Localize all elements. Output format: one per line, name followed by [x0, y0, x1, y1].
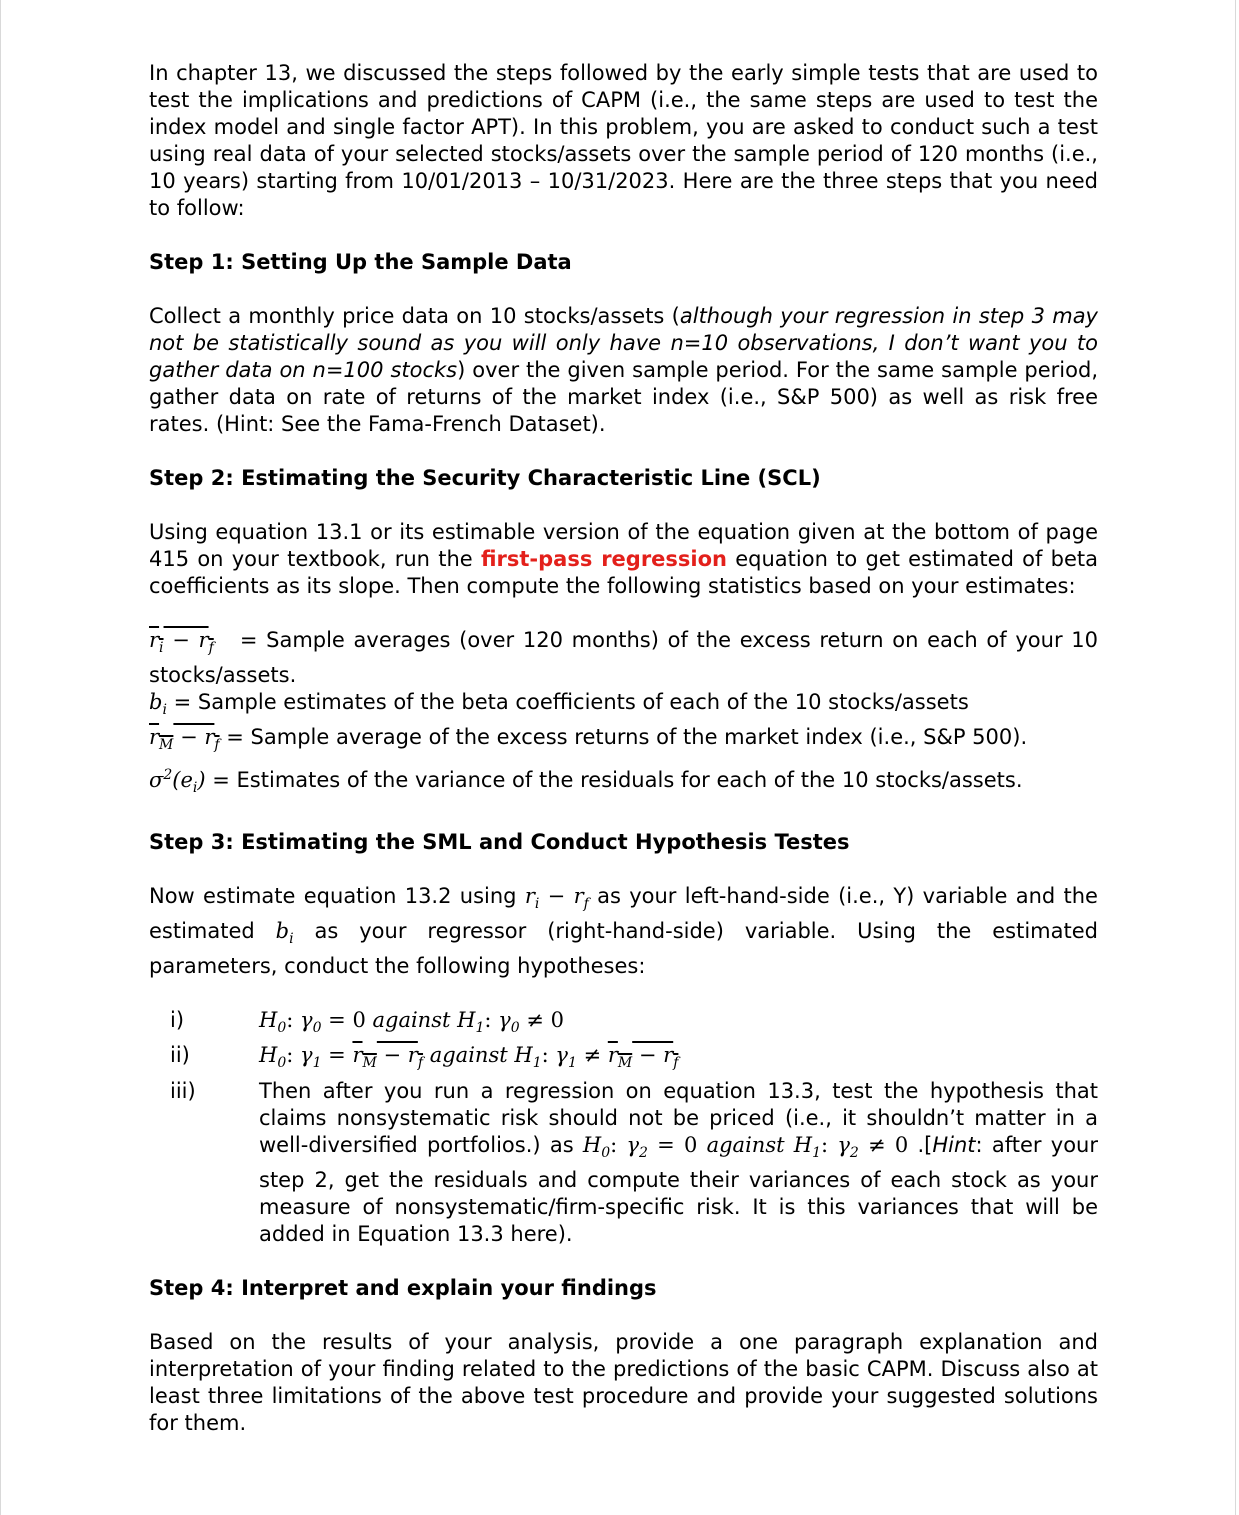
formula-sigma-squared-ei: $\sigma^2(e_i)$ — [149, 766, 206, 796]
intro-paragraph: In chapter 13, we discussed the steps followed by the early simple tests that are used to test the implications and predictions of CAPM (i.e., the same steps are used to test the index model and single factor APT). In this problem, you are asked to conduct such a test using real data of your selected stocks/assets over the sample period of 120 months (i.e., 10 years) starting from 10/01/2013 – 10/31/2023. Here are the three steps that you need to follow: — [149, 61, 1098, 220]
step3-text-b: as your left-hand-side (i.e., Y) variable and the estimated — [149, 883, 1098, 943]
list-item — [149, 1042, 1098, 1077]
formula-ri-minus-rf: $r_i - r_f$ — [149, 628, 214, 657]
page-border-right — [1235, 0, 1236, 1515]
first-pass-regression-highlight: first-pass regression — [480, 547, 727, 571]
page-border-left — [0, 0, 1, 1515]
step4-heading: Step 4: Interpret and explain your findings — [149, 1275, 657, 1300]
step1-paragraph — [149, 303, 1098, 438]
definition-market-excess — [149, 724, 1098, 759]
step3-heading: Step 3: Estimating the SML and Conduct Hypothesis Testes — [149, 829, 850, 854]
hypothesis-2: $H_0$: $\gamma_1 = r_M - r_f$ against $H_1$: $\gamma_1 \ne r_M - r_f$ — [259, 1043, 679, 1072]
step1-text-italic: although your regression in step 3 may not be statistically sound as you will only have n=10 observations, I don’t want you to gather data on n=100 stocks — [149, 304, 1098, 382]
definition-beta-text: = Sample estimates of the beta coefficients of each of the 10 stocks/assets — [173, 690, 969, 715]
formula-rm-minus-rf: $r_M - r_f$ — [149, 725, 220, 754]
formula-bi: $b_i$ — [149, 690, 167, 719]
step3-paragraph — [149, 883, 1098, 980]
step3-text-c: as your regressor (right-hand-side) variable. Using the estimated parameters, conduct the following hypotheses: — [149, 918, 1098, 979]
step4-paragraph: Based on the results of your analysis, provide a one paragraph explanation and interpretation of your finding related to the predictions of the basic CAPM. Discuss also at least three limitations of the above test procedure and provide your suggested solutions for them. — [149, 1329, 1098, 1435]
hypotheses-list — [149, 1007, 1098, 1248]
definition-excess-return — [149, 627, 1098, 689]
step2-paragraph — [149, 519, 1098, 600]
list-item — [149, 1078, 1098, 1248]
definition-beta — [149, 689, 1098, 724]
definition-excess-return-text: = Sample averages (over 120 months) of the excess return on each of your 10 stocks/assets. — [149, 628, 1098, 688]
list-item — [149, 1007, 1098, 1042]
formula-bi-inline: $b_i$ — [275, 918, 294, 948]
step2-text-a: Using equation 13.1 or its estimable version of the equation given at the bottom of page 415 on your textbook, run the — [149, 520, 1098, 571]
hypothesis-1: $H_0$: $\gamma_0 = 0$ against $H_1$: $\gamma_0 \ne 0$ — [259, 1008, 564, 1037]
definition-residual-variance-text: = Estimates of the variance of the residuals for each of the 10 stocks/assets. — [212, 767, 1023, 792]
step1-heading: Step 1: Setting Up the Sample Data — [149, 250, 572, 274]
step3-text-a: Now estimate equation 13.2 using — [149, 883, 517, 908]
list-item-number: i) — [170, 1008, 185, 1033]
step1-text-b: ) over the given sample period. For the same sample period, gather data on rate of returns of the market index (i.e., S&P 500) as well as risk free rates. (Hint: See the Fama-French Dataset). — [149, 358, 1098, 436]
definition-residual-variance — [149, 762, 1098, 802]
list-item-number: iii) — [170, 1078, 196, 1103]
list-item-number: ii) — [170, 1043, 190, 1068]
step1-text-a: Collect a monthly price data on 10 stocks/assets ( — [149, 304, 680, 328]
step2-heading: Step 2: Estimating the Security Characteristic Line (SCL) — [149, 466, 821, 490]
step2-text-b: equation to get estimated of beta coefficients as its slope. Then compute the following statistics based on your estimates: — [149, 547, 1098, 598]
formula-ri-minus-rf-inline: $r_i - r_f$ — [524, 883, 589, 912]
definition-market-excess-text: = Sample average of the excess returns of the market index (i.e., S&P 500). — [226, 725, 1028, 750]
hypothesis-3: Then after you run a regression on equation 13.3, test the hypothesis that claims nonsystematic risk should not be priced (i.e., it shouldn’t matter in a well-diversified portfolios.) as $H_0$: $\gamma_2 = 0$ against $H_1$: $\gamma_2 \ne 0$ .[Hint: after your step 2, get the residuals and compute their variances of each stock as your measure of nonsystematic/firm-specific risk. It is this variances that will be added in Equation 13.3 here). — [259, 1078, 1098, 1246]
document-body — [149, 60, 1098, 1437]
